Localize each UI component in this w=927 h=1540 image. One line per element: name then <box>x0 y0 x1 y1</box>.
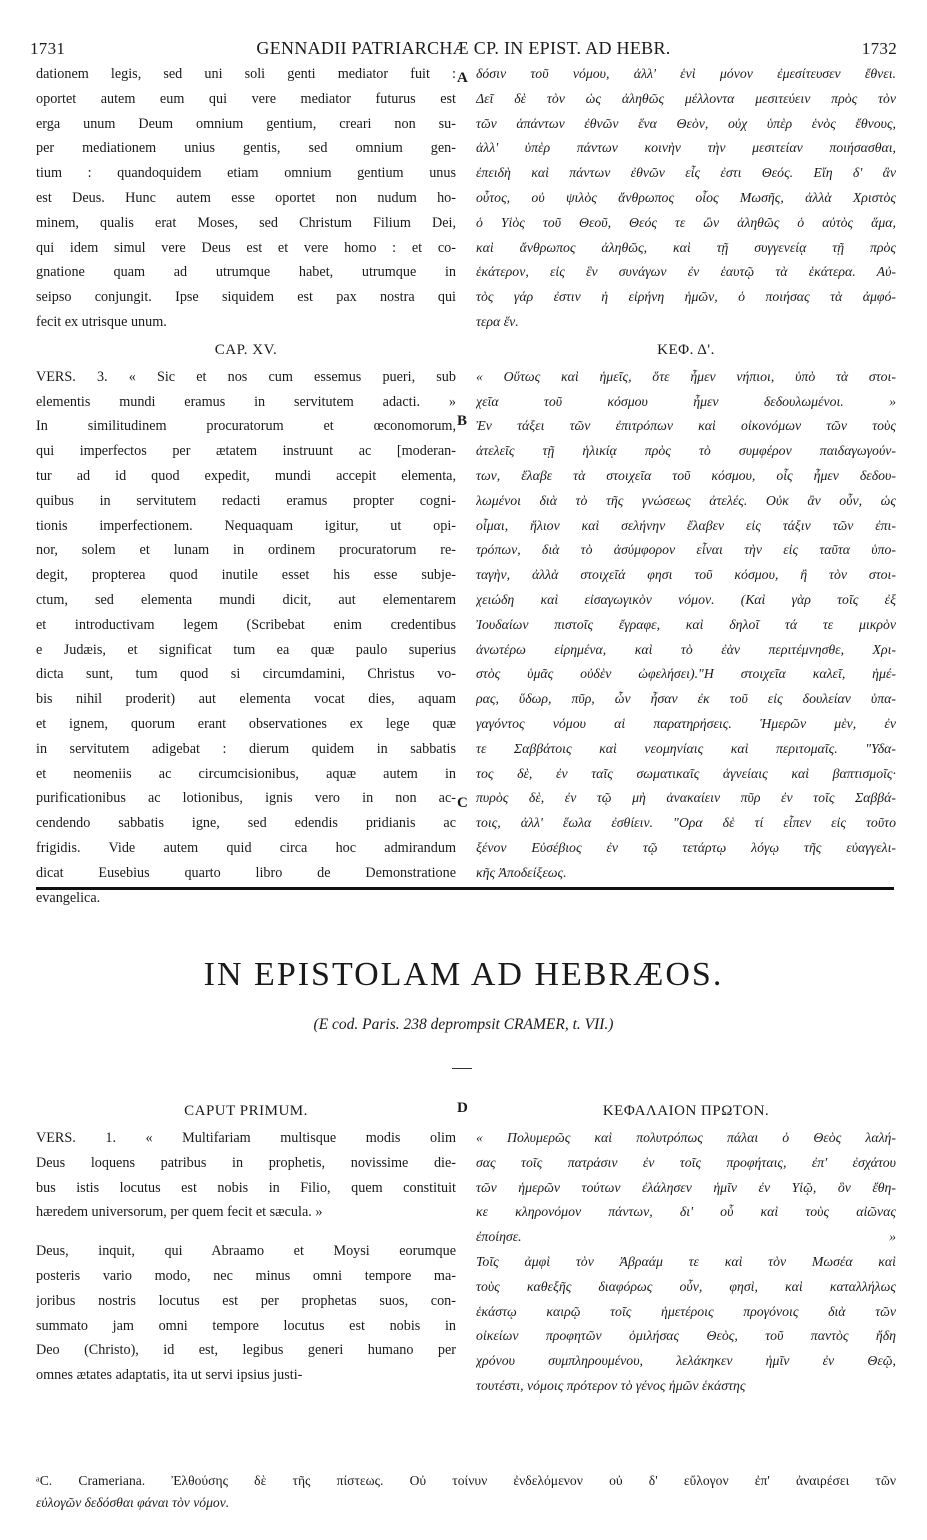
text-line: τῶν ἡμερῶν τούτων ἐλάλησεν ἡμῖν ἐν Υἱῷ, ὃν ἔθη- <box>476 1179 896 1195</box>
text-line: οἶμαι, ἥλιον καὶ σελήνην ἔλαβεν εἰς τάξιν τῶν ἐπι- <box>476 517 896 533</box>
footnote <box>36 1470 896 1514</box>
text-line: bis nihil proderit) aut elementa vocat dies, aquam <box>36 691 456 708</box>
short-divider <box>452 1068 472 1069</box>
margin-letter-c: C <box>457 795 468 811</box>
text-line: ἀτελεῖς τῇ ἡλικίᾳ πρὸς τὸ συμφέρον παιδαγωγούν- <box>476 443 896 459</box>
greek-top-paragraph <box>476 62 896 335</box>
text-line: est Deus. Hunc autem esse oportet non nudum ho- <box>36 189 456 206</box>
text-line: τερα ἕν. <box>476 313 519 329</box>
text-line: dicat Eusebius quarto libro de Demonstratione <box>36 864 456 881</box>
greek-caput-text <box>476 1126 896 1399</box>
text-line: τῶν ἁπάντων ἐθνῶν ἕνα Θεὸν, οὐχ ὑπὲρ ἑνὸς ἔθνους, <box>476 115 896 131</box>
text-line: τοὺς καθεξῆς διαφόρως οὖν, φησὶ, καὶ καταλλήλως <box>476 1278 896 1294</box>
text-line: Deus, inquit, qui Abraamo et Moysi eorumque <box>36 1243 456 1260</box>
text-line: per mediationem unius gentis, sed omnium gen- <box>36 140 456 157</box>
text-line: Deo (Christo), id est, legibus generi humano per <box>36 1342 456 1359</box>
text-line: degit, propterea quod inutile esset his esse subje- <box>36 567 456 584</box>
text-line: Ἰουδαίων πιστοῖς ἔγραφε, καὶ δηλοῖ τά τε μικρὸν <box>476 616 896 632</box>
text-line: Ἐν τάξει τῶν ἐπιτρόπων καὶ οἰκονόμων τῶν τοὺς <box>476 418 896 434</box>
latin-caput-verse <box>36 1126 456 1225</box>
text-line: γαγόντος νόμου αἱ παρατηρήσεις. Ἡμερῶν μὲν, ἐν <box>476 715 896 731</box>
text-line: κῆς Ἀποδείξεως. <box>476 864 567 880</box>
text-line: τοις, ἀλλ' ἕωλα ἐσθίειν. "Ορα δὲ τί εἶπεν εἰς τοῦτο <box>476 815 896 831</box>
text-line: cendendo sabbatis igne, sed edendis pridianis ac <box>36 815 456 832</box>
text-line: οἰκείων προφητῶν ὁμιλήσας Θεὸς, τοῦ παντὸς ἤδη <box>476 1328 896 1344</box>
margin-letter-a: A <box>457 70 468 86</box>
text-line: ὁ Υἱὸς τοῦ Θεοῦ, Θεός τε ὢν ἀληθῶς ὁ αὐτὸς ἅμα, <box>476 214 896 230</box>
text-line: Τοῖς ἀμφὶ τὸν Ἀβραάμ τε καὶ τὸν Μωσέα καὶ <box>476 1253 896 1269</box>
text-line: χειώδη καὶ εἰσαγωγικὸν νόμον. (Καὶ γὰρ τοῖς ἐξ <box>476 591 896 607</box>
text-line: τὸς γάρ ἐστιν ἡ εἰρήνη ἡμῶν, ὁ ποιήσας τὰ ἀμφό- <box>476 289 896 305</box>
text-line: tur ad id quod expedit, mundi accepit elementa, <box>36 467 456 484</box>
latin-chapter-text <box>36 365 456 911</box>
text-line: seipso conjungit. Ipse siquidem est pax nostra qui <box>36 289 456 306</box>
text-line: bus istis locutus est nobis in Filio, quem constituit <box>36 1179 456 1196</box>
margin-letter-b: B <box>457 413 468 429</box>
text-line: gnatione quam ad utrumque habet, utrumque in <box>36 264 456 281</box>
text-line: των, ἔλαβε τὰ στοιχεῖα τοῦ κόσμου, οἷς ἦμεν δεδου- <box>476 467 896 483</box>
text-line: « Πολυμερῶς καὶ πολυτρόπως πάλαι ὁ Θεὸς λαλή- <box>476 1130 896 1145</box>
section-subtitle: (E cod. Paris. 238 deprompsit CRAMER, t. VII.) <box>313 1016 614 1033</box>
text-line: frigidis. Vide autem quid circa hoc admirandum <box>36 839 456 856</box>
latin-column-bottom <box>36 1096 456 1388</box>
greek-column-bottom <box>476 1096 896 1399</box>
text-line: δόσιν τοῦ νόμου, ἀλλ' ἑνὶ μόνον ἐμεσίτευσεν ἔθνει. <box>476 66 896 81</box>
text-line: joribus nostris locutus est per prophetas suos, con- <box>36 1292 456 1309</box>
text-line: dicta sunt, tum quod si circumdamini, Christus vo- <box>36 666 456 683</box>
greek-caput-heading: ΚΕΦΑΛΑΙΟΝ ΠΡΩΤΟΝ. <box>602 1103 770 1119</box>
greek-chapter-heading: ΚΕΦ. Δ'. <box>657 341 715 358</box>
text-line: In similitudinem procuratorum et œconomorum, <box>36 418 456 435</box>
right-page-number: 1732 <box>861 39 897 58</box>
text-line: erga unum Deum omnium gentium, creari non su- <box>36 115 456 132</box>
text-line: posteris vario modo, nec minus omni tempore ma- <box>36 1267 456 1284</box>
text-line: omnes ætates adaptatis, ita ut servi ipsius justi- <box>36 1367 303 1384</box>
text-line: summato jam omni tempore locutus est nobis in <box>36 1317 456 1334</box>
text-line: fecit ex utrisque unum. <box>36 313 167 330</box>
text-line: ἀλλ' ὑπὲρ πάντων κοινὴν τὴν μεσιτείαν ποιήσασθαι, <box>476 140 896 156</box>
text-line: VERS. 3. « Sic et nos cum essemus pueri, sub <box>36 368 456 385</box>
text-line: ρας, ὕδωρ, πῦρ, ὧν ἦσαν ἐκ τοῦ εἰς δουλείαν ὑπα- <box>476 691 896 707</box>
text-line: τρόπων, διὰ τὸ ἀσύμφορον εἶναι τὴν εἰς ταῦτα ὑπο- <box>476 542 896 558</box>
text-line: ἐποίησε. » <box>476 1229 896 1245</box>
text-line: ἐπειδὴ καὶ πάντων ἐθνῶν εἷς ἐστι Θεός. Εἴη δ' ἂν <box>476 165 896 181</box>
text-line: in servitutem adigebat : dierum quidem in sabbatis <box>36 740 456 757</box>
text-line: χρόνου συμπληρουμένου, λελάκηκεν ἡμῖν ἐν Θεῷ, <box>476 1353 896 1369</box>
latin-chapter-heading: CAP. XV. <box>214 341 278 358</box>
text-line: qui imperfectos per ætatem instruunt ac [moderan- <box>36 443 456 460</box>
text-line: minem, qualis erat Moses, sed Christum Filium Dei, <box>36 214 456 231</box>
text-line: e Judæis, et significat tum ea quæ paulo superius <box>36 641 456 658</box>
text-line: ἀνωτέρω εἰρημένα, καὶ τὸ ἐὰν περιτέμνησθε, Χρι- <box>476 641 896 657</box>
text-line: nor, solem et lunam in ordinem procuratorum re- <box>36 542 456 559</box>
text-line: ταγὴν, ἀλλὰ στοιχεῖά φησι τοῦ κόσμου, ἢ τὸν στοι- <box>476 567 896 583</box>
text-line: σας τοῖς πατράσιν ἐν τοῖς προφήταις, ἐπ' ἐσχάτου <box>476 1154 896 1170</box>
text-line: quibus in servitutem redacti eramus propter cogni- <box>36 492 456 509</box>
text-line: λωμένοι διὰ τὸ τῆς γνώσεως ἀτελές. Οὐκ ἂν οὖν, ὡς <box>476 492 896 508</box>
text-line: τε Σαββάτοις καὶ νεομηνίαις καὶ περιτομαῖς. "Υδα- <box>476 740 896 756</box>
text-line: ctum, sed elementa mundi dicit, aut elementarem <box>36 591 456 608</box>
text-line: ἑκάστῳ καιρῷ τοῖς ἡμετέροις προγόνοις διὰ τῶν <box>476 1303 896 1319</box>
latin-top-paragraph <box>36 62 456 335</box>
text-line: οὗτος, οὐ ψιλὸς ἄνθρωπος οἷος Μωσῆς, ἀλλὰ Χριστὸς <box>476 189 896 205</box>
text-line: purificationibus ac lotionibus, ignis vero in non ac- <box>36 790 456 807</box>
running-header <box>30 38 897 59</box>
text-line: πυρὸς δὲ, ἐν τῷ μὴ ἀνακαίειν πῦρ ἐν τοῖς Σαββά- <box>476 790 896 806</box>
latin-caput-commentary <box>36 1239 456 1388</box>
running-title: GENNADII PATRIARCHÆ CP. IN EPIST. AD HEBR. <box>256 38 671 58</box>
text-line: χεῖα τοῦ κόσμου ἦμεν δεδουλωμένοι. » <box>476 393 896 409</box>
margin-letter-d: D <box>457 1100 468 1116</box>
text-line: τος δὲ, ἐν ταῖς σωματικαῖς ἁγνείαις καὶ βαπτισμοῖς· <box>476 765 896 781</box>
text-line: oportet autem eum qui vere mediator futurus est <box>36 90 456 107</box>
text-line: et neomeniis ac circumcisionibus, aquæ autem in <box>36 765 456 782</box>
text-line: Deus loquens patribus in prophetis, novissime die- <box>36 1154 456 1171</box>
greek-chapter-text <box>476 365 896 886</box>
text-line: κε κληρονόμον πάντων, δι' οὗ καὶ τοὺς αἰῶνας <box>476 1204 896 1220</box>
text-line: καὶ ἄνθρωπος ἀληθῶς, καὶ τῇ συγγενείᾳ τῇ πρὸς <box>476 239 896 255</box>
text-line: VERS. 1. « Multifariam multisque modis olim <box>36 1130 456 1146</box>
text-line: et ignem, quorum erant observationes ex lege quæ <box>36 715 456 732</box>
text-line: εὐλογῶν δεδόσθαι φάναι τὸν νόμον. <box>36 1495 230 1510</box>
text-line: et introductivam legem (Scribebat enim credentibus <box>36 616 456 633</box>
text-line: tionis imperfectionem. Nequaquam igitur, ut opi- <box>36 517 456 534</box>
latin-column-top <box>36 62 456 910</box>
section-title: IN EPISTOLAM AD HEBRÆOS. <box>203 956 724 993</box>
text-line: ᵃC. Crameriana. Ἐλθούσης δὲ τῆς πίστεως. Οὐ τοίνυν ἐνδελόμενον οὐ δ' εὔλογον ἐπ' ἀναιρέσει τῶν <box>36 1473 896 1488</box>
text-line: hæredem universorum, per quem fecit et sæcula. » <box>36 1204 323 1221</box>
latin-caput-heading: CAPUT PRIMUM. <box>184 1103 308 1119</box>
section-divider-rule <box>36 887 894 890</box>
greek-column-top <box>476 62 896 886</box>
text-line: ξένον Εὐσέβιος ἐν τῷ τετάρτῳ λόγῳ τῆς εὐαγγελι- <box>476 839 896 855</box>
text-line: elementis mundi eramus in servitutem adacti. » <box>36 393 456 410</box>
text-line: tium : quandoquidem etiam omnium gentium unus <box>36 165 456 182</box>
text-line: τουτέστι, νόμοις πρότερον τὸ γένος ἡμῶν ἑκάστης <box>476 1377 746 1393</box>
text-line: ἑκάτερον, εἰς ἓν συνάγων ἐν ἑαυτῷ τὰ ἑκάτερα. Αὐ- <box>476 264 896 280</box>
text-line: Δεῖ δὲ τὸν ὡς ἀληθῶς μέλλοντα μεσιτεύειν πρὸς τὸν <box>476 90 896 106</box>
text-line: « Οὕτως καὶ ἡμεῖς, ὅτε ἦμεν νήπιοι, ὑπὸ τὰ στοι- <box>476 368 896 384</box>
text-line: evangelica. <box>36 889 101 906</box>
text-line: στὸς ὑμᾶς οὐδὲν ὠφελήσει)."Η στοιχεῖα καλεῖ, ἡμέ- <box>476 666 896 682</box>
left-page-number: 1731 <box>30 39 66 58</box>
text-line: qui idem simul vere Deus est et vere homo : et co- <box>36 239 456 256</box>
text-line: dationem legis, sed uni soli genti mediator fuit : <box>36 66 456 82</box>
